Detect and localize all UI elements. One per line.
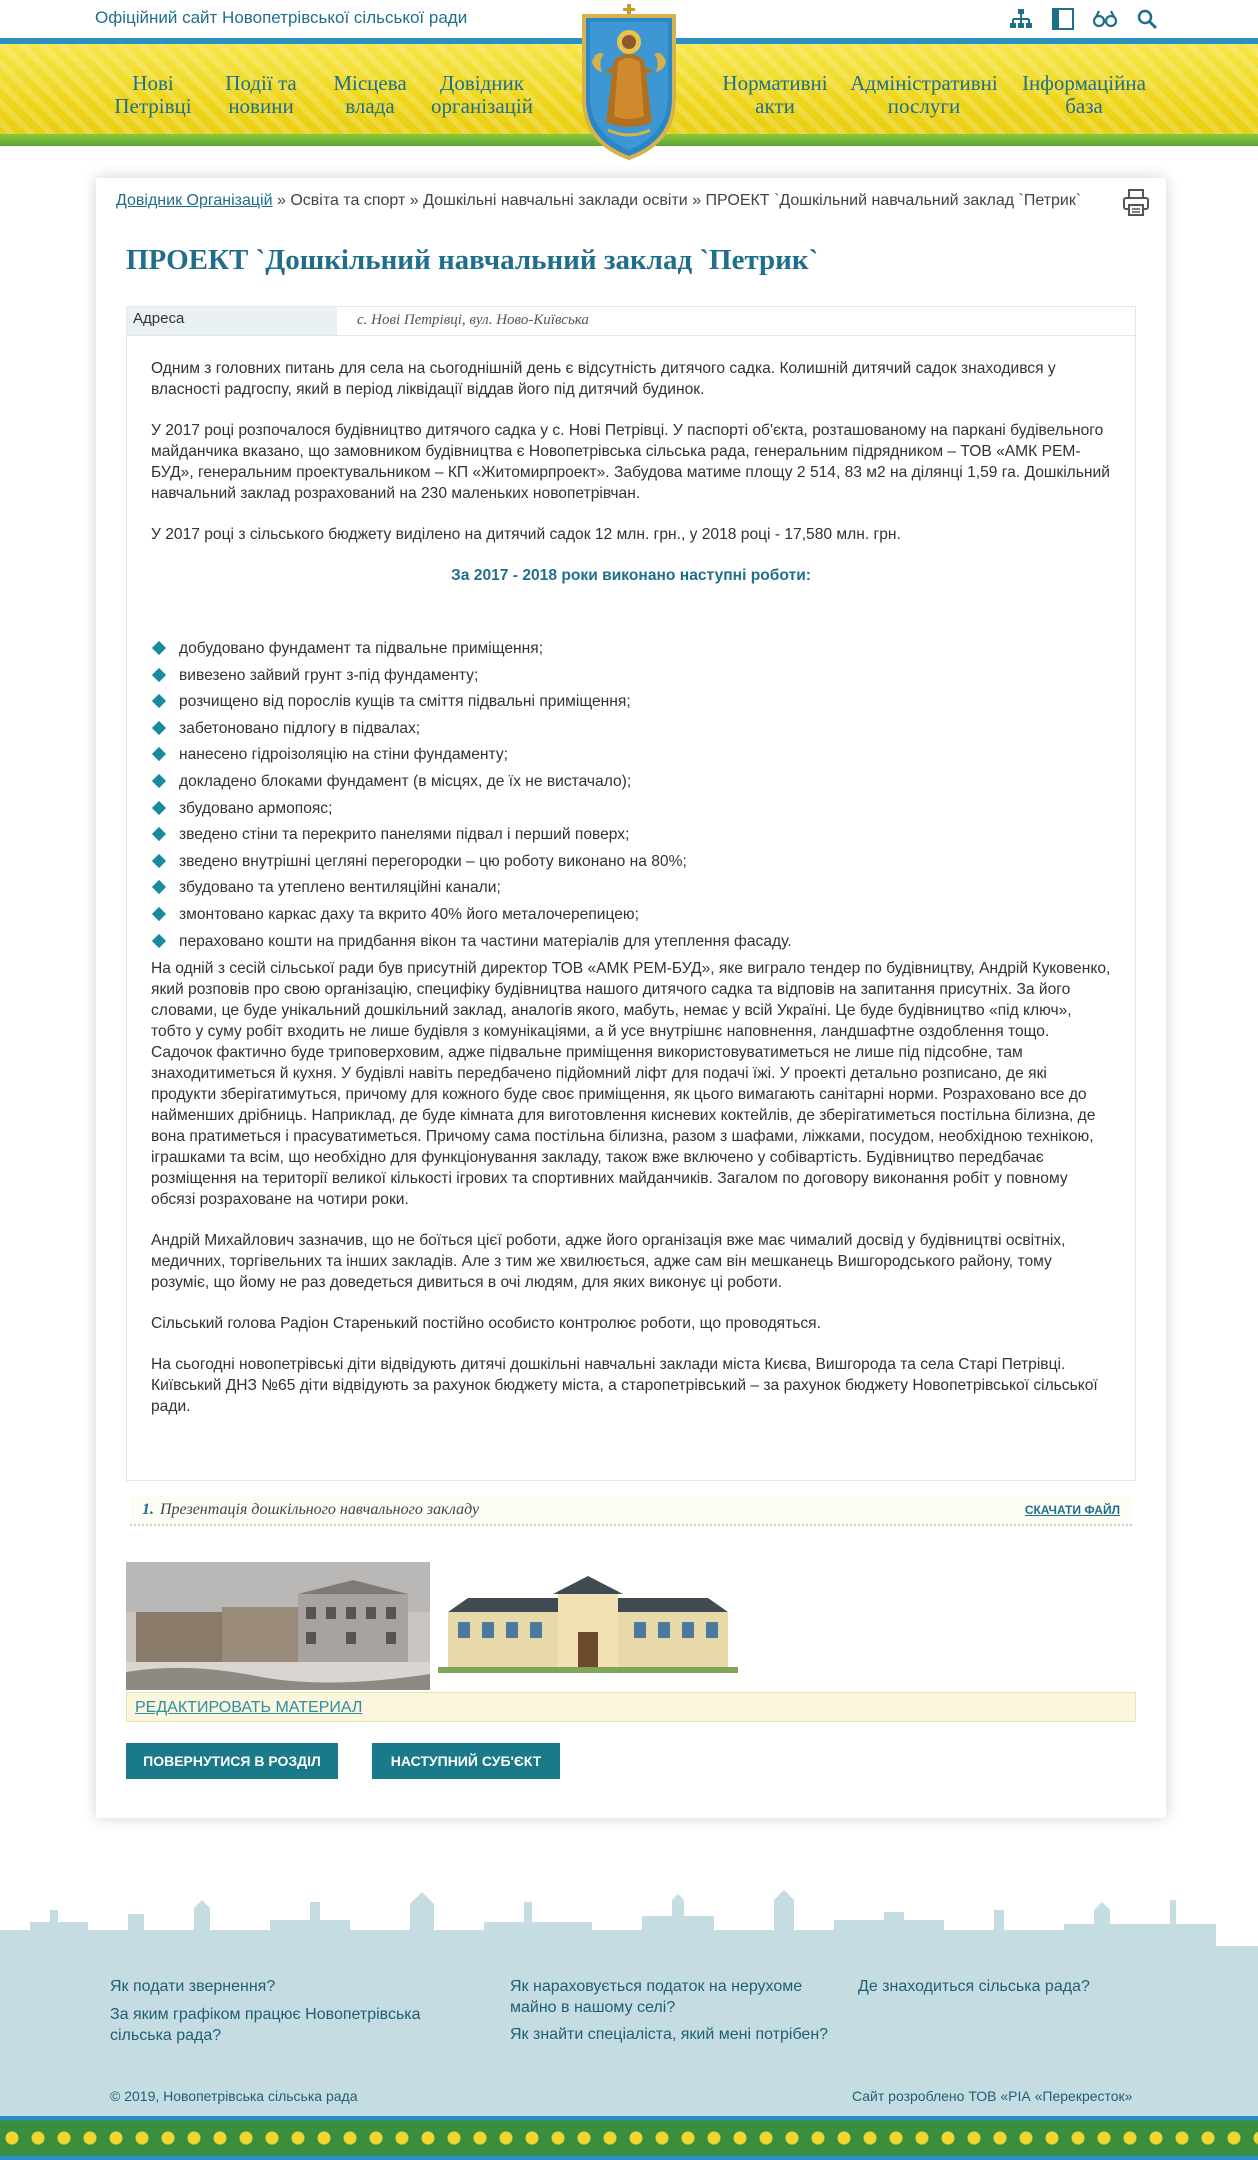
paragraph: Андрій Михайлович зазначив, що не боїться цієї роботи, адже його організація вже має чималий досвід у будівництві освітніх, медичних, торгівельних та інших закладів. Але з тим же хвилюється, адже сам він мешканець Вишгородського району, тому розуміє, що йому не раз доведеться дивиться в очі людям, для яких виконує ці роботи.	[151, 1231, 1066, 1291]
breadcrumb	[116, 192, 1081, 210]
layout-icon[interactable]	[1050, 6, 1076, 32]
attachment-row	[130, 1496, 1132, 1526]
list-item: розчищено від порослів кущів та сміття підвальні приміщення;	[151, 691, 1111, 712]
list-item: нанесено гідроізоляцію на стіни фундаменту;	[151, 744, 1111, 765]
paragraph: На одній з сесій сільської ради був присутній директор ТОВ «АМК РЕМ-БУД», яке виграло тендер по будівництву, Андрій Куковенко, який розповів про свою організацію, специфіку будівництва нашого дитячого садка та відповів на запитання присутніх. За його словами, це буде унікальний дошкільний заклад, аналогів якого, мабуть, немає у всій Україні. Це буде будівництво «під ключ», тобто у суму робіт входить не лише будівля з комунікаціями, а й усе внутрішнє наповнення, ландшафтне оздоблення тощо. Садочок фактично буде триповерховим, адже підвальне приміщення використовуватиметься не лише під підсобне, там знаходитиметься й кухня. У будівлі навіть передбачено підйомний ліфт для подачі їжі. У проекті детально розписано, де які продукти зберігатимуться, причому для кожного буде своє приміщення, як цього вимагають санітарні норми. Розраховано все до найменших дрібниць. Наприклад, де буде кімната для виготовлення кисневих коктейлів, де зберігатиметься постільна білизна, де вона пратиметься і прасуватиметься. Причому сама постільна білизна, разом з шафами, ліжками, посудом, необхідною технікою, іграшками та всім, що необхідно для функціонування закладу, також вже включено у собівартість. Будівництво передбачає розміщення на території великої кількості ігрових та спортивних майданчиків. Загалом по договору виконання робіт у повному обсязі розраховане на чотири роки.	[151, 959, 1111, 1208]
edit-material-bar	[126, 1692, 1136, 1722]
diamond-bullet-icon	[152, 747, 166, 761]
list-item: добудовано фундамент та підвальне приміщення;	[151, 638, 1111, 659]
nav-item-local-government[interactable]: Місцева влада	[333, 71, 407, 118]
footer-link-find-specialist[interactable]: Як знайти спеціаліста, який мені потрібен?	[510, 2026, 829, 2043]
list-item: пераховано кошти на придбання вікон та частини матеріалів для утеплення фасаду.	[151, 931, 1111, 952]
download-file-link[interactable]: СКАЧАТИ ФАЙЛ	[1024, 1503, 1120, 1517]
page-title: ПРОЕКТ `Дошкільний навчальний заклад `Петрик`	[126, 244, 819, 276]
coat-of-arms-logo[interactable]	[578, 2, 680, 162]
diamond-bullet-icon	[152, 721, 166, 735]
copyright: © 2019, Новопетрівська сільська рада	[110, 2088, 358, 2104]
diamond-bullet-icon	[152, 641, 166, 655]
list-item: зведено внутрішні цегляні перегородки – цю роботу виконано на 80%;	[151, 851, 1111, 872]
list-item: збудовано армопояс;	[151, 798, 1111, 819]
diamond-bullet-icon	[152, 827, 166, 841]
diamond-bullet-icon	[152, 668, 166, 682]
folk-ornament-decoration	[0, 2116, 1258, 2160]
breadcrumb-separator: »	[692, 192, 702, 209]
site-title[interactable]: Офіційний сайт Новопетрівської сільської ради	[95, 8, 468, 27]
diamond-bullet-icon	[152, 933, 166, 947]
breadcrumb-separator: »	[409, 192, 419, 209]
diamond-bullet-icon	[152, 907, 166, 921]
glasses-icon[interactable]	[1092, 6, 1118, 32]
list-item: докладено блоками фундамент (в місцях, де їх не вистачало);	[151, 771, 1111, 792]
attachment-title: 1. Презентація дошкільного навчального закладу	[142, 1501, 480, 1518]
nav-item-organizations-directory[interactable]: Довідник організацій	[431, 71, 533, 118]
paragraph: Одним з головних питань для села на сьогоднішній день є відсутність дитячого садка. Колишній дитячий садок знаходився у власності радгоспу, який в період ліквідації віддав його під дитячий будинок.	[151, 360, 1056, 398]
diamond-bullet-icon	[152, 774, 166, 788]
print-icon[interactable]	[1122, 188, 1150, 218]
nav-item-admin-services[interactable]: Адміністративні послуги	[850, 71, 998, 118]
works-list	[151, 638, 1111, 952]
breadcrumb-separator: »	[276, 192, 286, 209]
gallery-photo-render[interactable]	[438, 1572, 738, 1682]
nav-item-novi-petrivtsi[interactable]: Нові Петрівці	[114, 71, 192, 118]
village-skyline-decoration	[0, 1880, 1258, 1952]
footer-link-schedule[interactable]: За яким графіком працює Новопетрівська сільська рада?	[110, 2006, 421, 2044]
footer-link-property-tax[interactable]: Як нараховується податок на нерухоме майно в нашому селі?	[510, 1978, 803, 2016]
breadcrumb-item-preschool[interactable]: Дошкільні навчальні заклади освіти	[423, 192, 688, 209]
diamond-bullet-icon	[152, 880, 166, 894]
breadcrumb-item-current: ПРОЕКТ `Дошкільний навчальний заклад `Петрик`	[705, 192, 1082, 209]
article-body	[126, 336, 1136, 1481]
paragraph: У 2017 році розпочалося будівництво дитячого садка у с. Нові Петрівці. У паспорті об'єкта, розташованому на паркані будівельного майданчика вказано, що замовником будівництва є Новопетрівська сільська рада, генеральним підрядником – ТОВ «АМК РЕМ-БУД», генеральним проектувальником – КП «Житомирпроект». Забудова матиме площу 2 514, 83 м2 на ділянці 1,59 га. Дошкільний навчальний заклад розрахований на 230 маленьких новопетрівчан.	[151, 422, 1110, 502]
sitemap-icon[interactable]	[1008, 6, 1034, 32]
footer	[0, 1946, 1258, 2116]
next-entity-button[interactable]: НАСТУПНИЙ СУБ'ЄКТ	[372, 1743, 560, 1779]
diamond-bullet-icon	[152, 800, 166, 814]
address-value: с. Нові Петрівці, вул. Ново-Київська	[357, 312, 589, 328]
nav-item-news[interactable]: Події та новини	[225, 71, 297, 118]
list-item: вивезено зайвий грунт з-під фундаменту;	[151, 665, 1111, 686]
breadcrumb-link-directory[interactable]: Довідник Організацій	[116, 192, 273, 209]
paragraph: У 2017 році з сільського бюджету виділено на дитячий садок 12 млн. грн., у 2018 році - 17,580 млн. грн.	[151, 526, 901, 543]
address-row	[126, 306, 1136, 336]
paragraph: Сільський голова Радіон Старенький постійно особисто контролює роботи, що проводяться.	[151, 1314, 821, 1332]
top-icons	[1008, 6, 1160, 32]
footer-link-appeal[interactable]: Як подати звернення?	[110, 1978, 276, 1995]
list-item: збудовано та утеплено вентиляційні канали;	[151, 877, 1111, 898]
nav-item-info-base[interactable]: Інформаційна база	[1022, 71, 1146, 118]
list-item: змонтовано каркас даху та вкрито 40% його металочерепицею;	[151, 904, 1111, 925]
diamond-bullet-icon	[152, 854, 166, 868]
nav-item-normative-acts[interactable]: Нормативні акти	[722, 71, 828, 118]
paragraph: На сьогодні новопетрівські діти відвідують дитячі дошкільні навчальні заклади міста Києва, Вишгорода та села Старі Петрівці. Київський ДНЗ №65 діти відвідують за рахунок бюджету міста, а старопетрівський – за рахунок бюджету Новопетрівської сільської ради.	[151, 1355, 1098, 1415]
back-to-section-button[interactable]: ПОВЕРНУТИСЯ В РОЗДІЛ	[126, 1743, 338, 1779]
developer-credit[interactable]: Сайт розроблено ТОВ «РІА «Перекресток»	[852, 2088, 1133, 2104]
edit-material-link[interactable]: РЕДАКТИРОВАТЬ МАТЕРИАЛ	[135, 1699, 363, 1716]
gallery-photo-construction[interactable]	[126, 1562, 430, 1690]
breadcrumb-item-education[interactable]: Освіта та спорт	[290, 192, 406, 209]
address-label: Адреса	[127, 307, 337, 335]
list-item: зведено стіни та перекрито панелями підвал і перший поверх;	[151, 824, 1111, 845]
works-heading: За 2017 - 2018 роки виконано наступні роботи:	[451, 567, 811, 584]
list-item: забетоновано підлогу в підвалах;	[151, 718, 1111, 739]
footer-link-council-location[interactable]: Де знаходиться сільська рада?	[858, 1978, 1090, 1995]
content-card	[96, 178, 1166, 1818]
diamond-bullet-icon	[152, 694, 166, 708]
search-icon[interactable]	[1134, 6, 1160, 32]
